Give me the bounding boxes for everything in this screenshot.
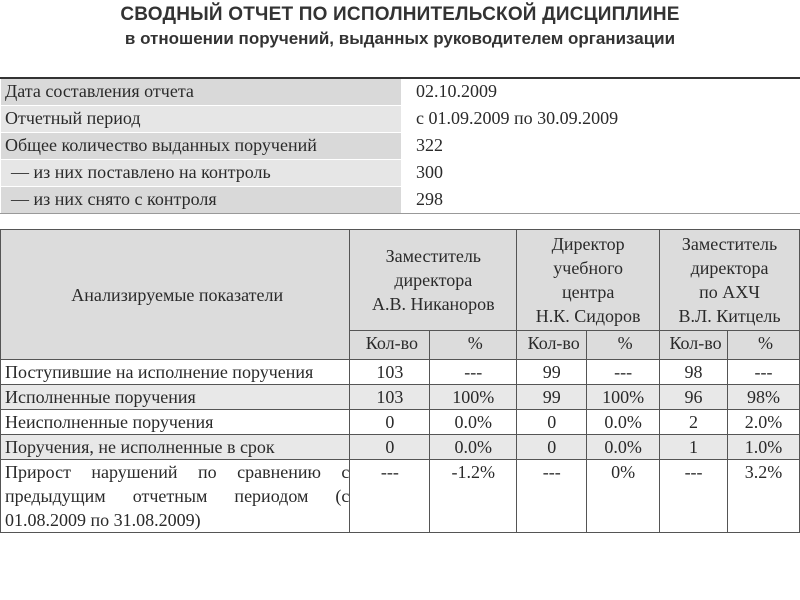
summary-label: Дата составления отчета <box>1 78 402 106</box>
executive-header-1 <box>350 230 517 331</box>
cell-value: 0.0% <box>430 410 517 435</box>
executive-name: Н.К. Сидоров <box>535 306 641 326</box>
cell-value: --- <box>587 360 660 385</box>
cell-value: 100% <box>430 385 517 410</box>
cell-value: 0 <box>517 435 587 460</box>
executive-title: Директор <box>551 234 625 254</box>
summary-row <box>1 187 800 214</box>
summary-value: 298 <box>402 187 800 214</box>
summary-value: 322 <box>402 133 800 160</box>
cell-value: 0% <box>587 460 660 533</box>
row-label: Прирост нарушений по сравнению с предыдущим отчетным периодом (с 01.08.2009 по 31.08.2009) <box>1 460 350 533</box>
summary-label: Общее количество выданных поручений <box>1 133 402 160</box>
cell-value: -1.2% <box>430 460 517 533</box>
cell-value: 1 <box>660 435 728 460</box>
table-row <box>1 385 800 410</box>
cell-value: 98 <box>660 360 728 385</box>
cell-value: 0 <box>350 410 430 435</box>
executive-title: Заместитель <box>681 234 778 254</box>
cell-value: --- <box>430 360 517 385</box>
percent-header: % <box>728 331 800 360</box>
executive-header-row <box>1 230 800 331</box>
row-label: Исполненные поручения <box>1 385 350 410</box>
summary-row <box>1 78 800 106</box>
cell-value: 96 <box>660 385 728 410</box>
cell-value: 0.0% <box>587 410 660 435</box>
summary-row <box>1 106 800 133</box>
cell-value: 0 <box>517 410 587 435</box>
summary-row <box>1 133 800 160</box>
summary-row <box>1 160 800 187</box>
executive-title: по АХЧ <box>699 282 760 302</box>
summary-value: с 01.09.2009 по 30.09.2009 <box>402 106 800 133</box>
cell-value: 103 <box>350 360 430 385</box>
executive-title: директора <box>690 258 769 278</box>
percent-header: % <box>430 331 517 360</box>
cell-value: --- <box>517 460 587 533</box>
report-subtitle: в отношении поручений, выданных руководителем организации <box>124 29 676 48</box>
count-header: Кол-во <box>660 331 728 360</box>
executive-title: Заместитель <box>385 246 482 266</box>
summary-value: 02.10.2009 <box>402 78 800 106</box>
row-label: Поступившие на исполнение поручения <box>1 360 350 385</box>
percent-header: % <box>587 331 660 360</box>
count-header: Кол-во <box>350 331 430 360</box>
cell-value: --- <box>660 460 728 533</box>
table-row <box>1 360 800 385</box>
bottom-fade <box>0 586 800 600</box>
cell-value: --- <box>728 360 800 385</box>
cell-value: 99 <box>517 385 587 410</box>
summary-label: — из них снято с контроля <box>1 187 402 214</box>
cell-value: 103 <box>350 385 430 410</box>
cell-value: 100% <box>587 385 660 410</box>
cell-value: 3.2% <box>728 460 800 533</box>
summary-value: 300 <box>402 160 800 187</box>
table-row <box>1 410 800 435</box>
summary-table <box>0 77 800 214</box>
count-header: Кол-во <box>517 331 587 360</box>
summary-label: — из них поставлено на контроль <box>1 160 402 187</box>
row-label: Неисполненные поручения <box>1 410 350 435</box>
cell-value: 99 <box>517 360 587 385</box>
executive-title: центра <box>561 282 615 302</box>
cell-value: --- <box>350 460 430 533</box>
executive-name: В.Л. Китцель <box>678 306 781 326</box>
cell-value: 0.0% <box>587 435 660 460</box>
cell-value: 0.0% <box>430 435 517 460</box>
executive-title: директора <box>394 270 473 290</box>
report-title: СВОДНЫЙ ОТЧЕТ ПО ИСПОЛНИТЕЛЬСКОЙ ДИСЦИПЛИНЕ <box>120 4 680 25</box>
executive-name: А.В. Никаноров <box>371 294 495 314</box>
cell-value: 2 <box>660 410 728 435</box>
cell-value: 0 <box>350 435 430 460</box>
row-label: Поручения, не исполненные в срок <box>1 435 350 460</box>
cell-value: 2.0% <box>728 410 800 435</box>
cell-value: 1.0% <box>728 435 800 460</box>
executive-header-3 <box>660 230 800 331</box>
table-row <box>1 460 800 533</box>
executive-title: учебного <box>553 258 624 278</box>
metrics-table <box>0 229 800 533</box>
indicator-header: Анализируемые показатели <box>1 230 350 360</box>
executive-header-2 <box>517 230 660 331</box>
cell-value: 98% <box>728 385 800 410</box>
summary-label: Отчетный период <box>1 106 402 133</box>
table-row <box>1 435 800 460</box>
